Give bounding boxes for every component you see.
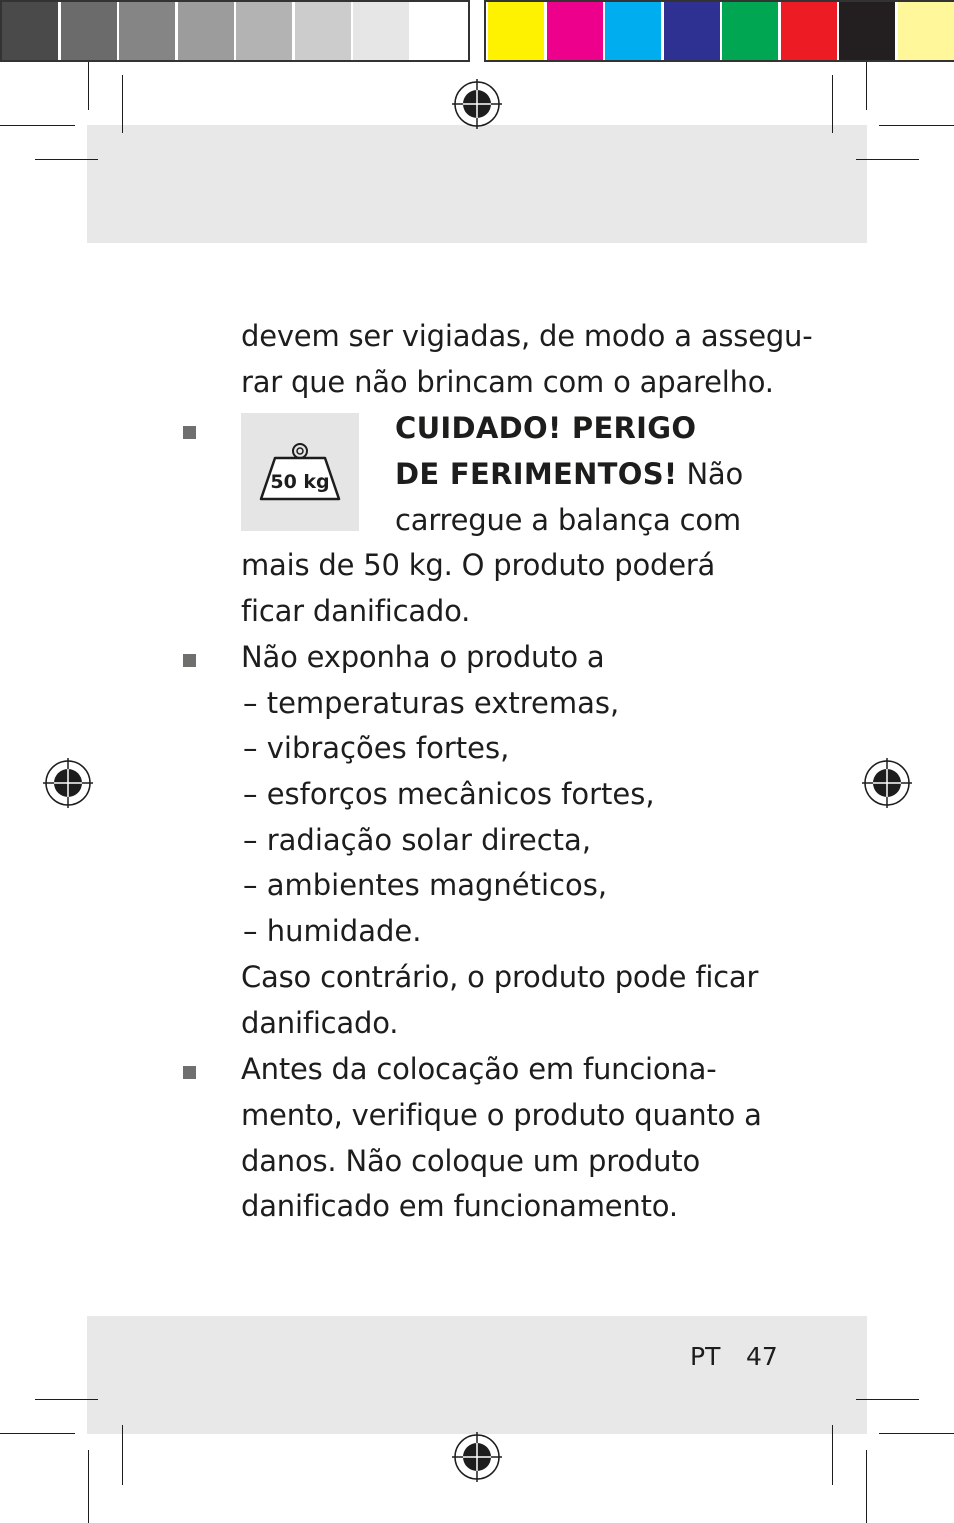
registration-mark-right (862, 758, 912, 808)
registration-mark-bottom (452, 1432, 502, 1482)
list-item: – ambientes magnéticos, (243, 868, 608, 902)
list-item: – esforços mecânicos fortes, (243, 777, 655, 811)
exposure-after-line-1: Caso contrário, o produto pode ficar (241, 960, 759, 994)
color-swatch (839, 2, 895, 60)
inspection-line-1: Antes da colocação em funciona- (241, 1052, 717, 1086)
color-swatch (488, 2, 544, 60)
gray-swatch (119, 2, 175, 60)
color-swatch (898, 2, 954, 60)
intro-line-1: devem ser vigiadas, de modo a assegu- (241, 319, 813, 353)
inspection-line-3: danos. Não coloque um produto (241, 1144, 700, 1178)
gray-swatch (236, 2, 292, 60)
color-swatch (605, 2, 661, 60)
inspection-line-2: mento, verifique o produto quanto a (241, 1098, 762, 1132)
inspection-line-4: danificado em funcionamento. (241, 1189, 678, 1223)
gray-swatch (412, 2, 468, 60)
weight-warning-box (241, 413, 359, 531)
color-swatch (547, 2, 603, 60)
color-swatch (664, 2, 720, 60)
list-item: – temperaturas extremas, (243, 686, 620, 720)
gray-swatch (2, 2, 58, 60)
bullet-icon (183, 654, 196, 667)
exposure-after-line-2: danificado. (241, 1006, 399, 1040)
warning-line-5: ficar danificado. (241, 594, 471, 628)
weight-icon-label: 50 kg (270, 471, 330, 493)
gray-swatch (295, 2, 351, 60)
warning-line-4: mais de 50 kg. O produto poderá (241, 548, 716, 582)
bullet-icon (183, 1066, 196, 1079)
warning-heading-line-1: CUIDADO! PERIGO (395, 411, 697, 445)
warning-line-3: carregue a balança com (395, 503, 741, 537)
color-swatch (722, 2, 778, 60)
warning-text-start: Não (686, 457, 744, 491)
intro-line-2: rar que não brincam com o aparelho. (241, 365, 774, 399)
registration-mark-left (43, 758, 93, 808)
bullet-icon (183, 426, 196, 439)
warning-heading-line-2: DE FERIMENTOS! (395, 457, 678, 491)
footer-band (87, 1316, 867, 1434)
gray-swatch (353, 2, 409, 60)
exposure-lead: Não exponha o produto a (241, 640, 605, 674)
warning-line-2 (395, 451, 743, 497)
gray-swatch (178, 2, 234, 60)
list-item: – vibrações fortes, (243, 731, 510, 765)
footer-language: PT (690, 1342, 721, 1371)
page-number: 47 (746, 1342, 778, 1371)
list-item: – radiação solar directa, (243, 823, 592, 857)
weight-icon (241, 413, 359, 531)
registration-mark-top (452, 79, 502, 129)
list-item: – humidade. (243, 914, 422, 948)
header-band (87, 125, 867, 243)
color-swatch (781, 2, 837, 60)
gray-swatch (61, 2, 117, 60)
